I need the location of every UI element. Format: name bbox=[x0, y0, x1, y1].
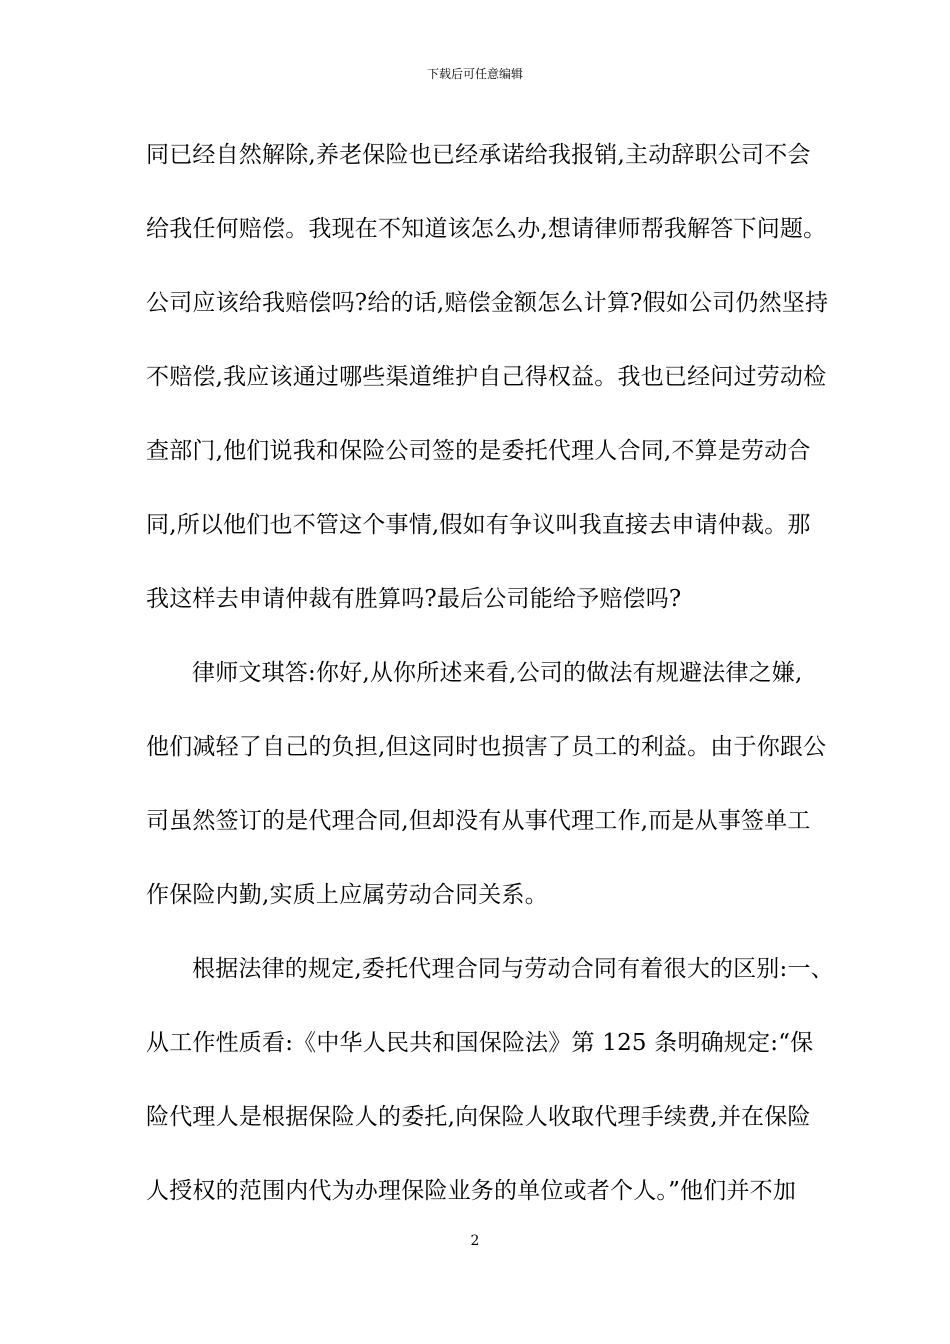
text-line: 同,所以他们也不管这个事情,假如有争议叫我直接去申请仲裁。那 bbox=[146, 512, 811, 538]
text-line: 同已经自然解除,养老保险也已经承诺给我报销,主动辞职公司不会 bbox=[146, 142, 811, 168]
text-line: 我这样去申请仲裁有胜算吗?最后公司能给予赔偿吗? bbox=[146, 586, 682, 612]
text-line: 作保险内勤,实质上应属劳动合同关系。 bbox=[146, 882, 548, 908]
text-line: 司虽然签订的是代理合同,但却没有从事代理工作,而是从事签单工 bbox=[146, 808, 811, 834]
text-line: 给我任何赔偿。我现在不知道该怎么办,想请律师帮我解答下问题。 bbox=[146, 216, 827, 242]
text-line: 他们减轻了自己的负担,但这同时也损害了员工的利益。由于你跟公 bbox=[146, 734, 827, 760]
text-line: 人授权的范围内代为办理保险业务的单位或者个人。”他们并不加 bbox=[146, 1178, 797, 1204]
page-header: 下载后可任意编辑 bbox=[426, 67, 523, 81]
text-line: 从工作性质看:《中华人民共和国保险法》第 125 条明确规定:“保 bbox=[146, 1030, 814, 1056]
text-line: 不赔偿,我应该通过哪些渠道维护自己得权益。我也已经问过劳动检 bbox=[146, 364, 827, 390]
paragraph-first-line: 律师文琪答:你好,从你所述来看,公司的做法有规避法律之嫌, bbox=[192, 660, 803, 686]
text-line: 查部门,他们说我和保险公司签的是委托代理人合同,不算是劳动合 bbox=[146, 438, 811, 464]
paragraph-first-line: 根据法律的规定,委托代理合同与劳动合同有着很大的区别:一、 bbox=[192, 956, 834, 982]
text-line: 险代理人是根据保险人的委托,向保险人收取代理手续费,并在保险 bbox=[146, 1104, 811, 1130]
text-line: 公司应该给我赔偿吗?给的话,赔偿金额怎么计算?假如公司仍然坚持 bbox=[146, 290, 829, 316]
page-number: 2 bbox=[470, 1233, 480, 1249]
